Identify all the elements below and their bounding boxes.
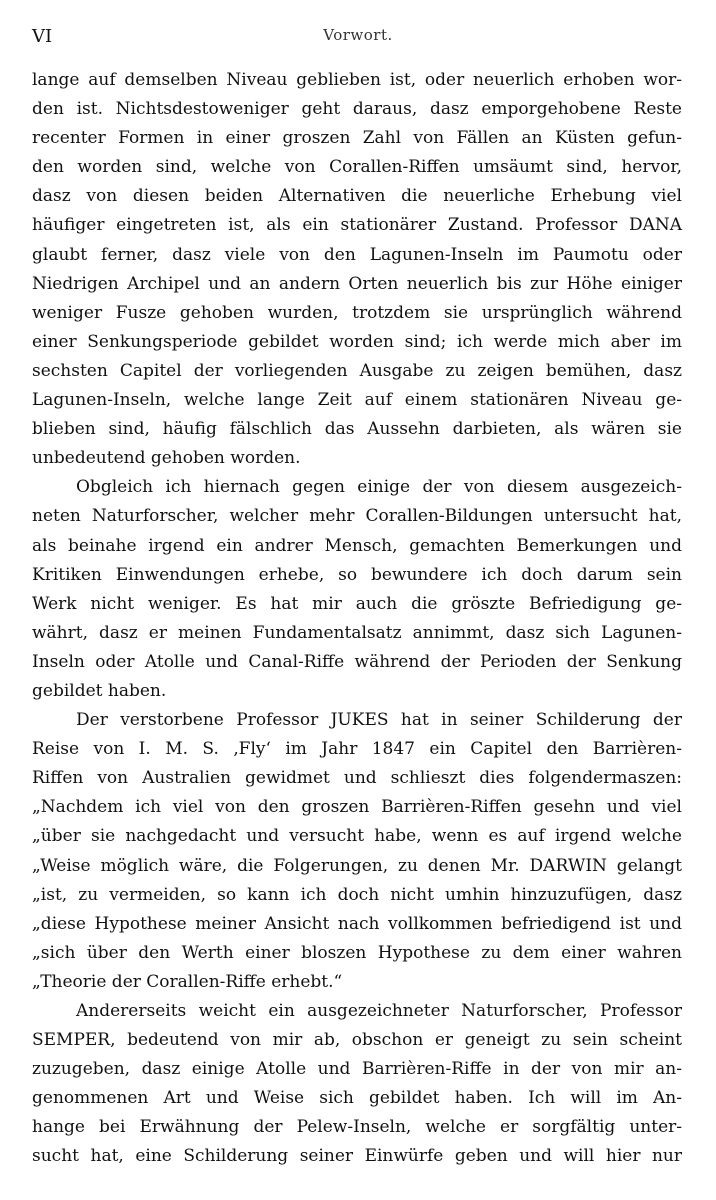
text-line: „Theorie der Corallen-Riffe erhebt.“ xyxy=(32,971,343,992)
text-line: „Weise möglich wäre, die Folgerungen, zu denen Mr. DARWIN gelangt xyxy=(32,855,682,876)
text-line: gebildet haben. xyxy=(32,680,167,701)
text-line: genommenen Art und Weise sich gebildet haben. Ich will im An- xyxy=(32,1088,682,1109)
text-line: glaubt ferner, dasz viele von den Lagunen-Inseln im Paumotu oder xyxy=(32,244,682,265)
text-line: Kritiken Einwendungen erhebe, so bewundere ich doch darum sein xyxy=(32,564,682,585)
text-line: Obgleich ich hiernach gegen einige der von diesem ausgezeich- xyxy=(76,477,682,498)
text-line: Der verstorbene Professor JUKES hat in seiner Schilderung der xyxy=(76,710,682,731)
text-line: den ist. Nichtsdestoweniger geht daraus, dasz emporgehobene Reste xyxy=(32,99,682,120)
running-title: Vorwort. xyxy=(323,26,393,44)
text-line: blieben sind, häufig fälschlich das Aussehn darbieten, als wären sie xyxy=(32,419,682,440)
text-line: einer Senkungsperiode gebildet worden sind; ich werde mich aber im xyxy=(32,331,682,352)
text-line: unbedeutend gehoben worden. xyxy=(32,448,301,469)
text-line: weniger Fusze gehoben wurden, trotzdem sie ursprünglich während xyxy=(32,302,682,323)
text-line: sucht hat, eine Schilderung seiner Einwürfe geben und will hier nur xyxy=(32,1146,682,1167)
text-line: „sich über den Werth einer bloszen Hypothese zu dem einer wahren xyxy=(32,942,682,963)
text-line: Niedrigen Archipel und an andern Orten neuerlich bis zur Höhe einiger xyxy=(32,273,682,294)
page-header xyxy=(32,26,684,56)
text-line: währt, dasz er meinen Fundamentalsatz annimmt, dasz sich Lagunen- xyxy=(32,622,682,643)
text-line: sechsten Capitel der vorliegenden Ausgabe zu zeigen bemühen, dasz xyxy=(32,360,682,381)
text-line: zuzugeben, dasz einige Atolle und Barrièren-Riffe in der von mir an- xyxy=(32,1059,682,1080)
text-line: hange bei Erwähnung der Pelew-Inseln, welche er sorgfältig unter- xyxy=(32,1117,682,1138)
text-line: den worden sind, welche von Corallen-Riffen umsäumt sind, hervor, xyxy=(32,157,682,178)
text-line: Reise von I. M. S. ‚Fly‘ im Jahr 1847 ein Capitel den Barrièren- xyxy=(32,739,682,760)
text-line: Andererseits weicht ein ausgezeichneter Naturforscher, Professor xyxy=(76,1001,682,1021)
text-line: Riffen von Australien gewidmet und schlieszt dies folgendermaszen: xyxy=(32,768,682,789)
text-line: Inseln oder Atolle und Canal-Riffe während der Perioden der Senkung xyxy=(32,651,682,672)
text-line: SEMPER, bedeutend von mir ab, obschon er geneigt zu sein scheint xyxy=(32,1030,682,1051)
text-line: „über sie nachgedacht und versucht habe, wenn es auf irgend welche xyxy=(32,826,682,847)
page-number: VI xyxy=(32,26,53,47)
page-body-text xyxy=(32,66,682,1172)
text-line: „ist, zu vermeiden, so kann ich doch nicht umhin hinzuzufügen, dasz xyxy=(32,884,682,905)
text-line: recenter Formen in einer groszen Zahl von Fällen an Küsten gefun- xyxy=(32,128,682,149)
text-line: dasz von diesen beiden Alternativen die neuerliche Erhebung viel xyxy=(32,186,682,207)
text-line: Werk nicht weniger. Es hat mir auch die gröszte Befriedigung ge- xyxy=(32,593,682,614)
text-line: als beinahe irgend ein andrer Mensch, gemachten Bemerkungen und xyxy=(32,535,682,556)
text-line: Lagunen-Inseln, welche lange Zeit auf einem stationären Niveau ge- xyxy=(32,390,682,411)
text-line: neten Naturforscher, welcher mehr Corallen-Bildungen untersucht hat, xyxy=(32,506,682,527)
text-line: „Nachdem ich viel von den groszen Barrièren-Riffen gesehn und viel xyxy=(32,797,682,818)
text-line: „diese Hypothese meiner Ansicht nach vollkommen befriedigend ist und xyxy=(32,913,682,934)
text-line: häufiger eingetreten ist, als ein stationärer Zustand. Professor DANA xyxy=(32,215,682,236)
text-line: lange auf demselben Niveau geblieben ist, oder neuerlich erhoben wor- xyxy=(32,70,682,90)
